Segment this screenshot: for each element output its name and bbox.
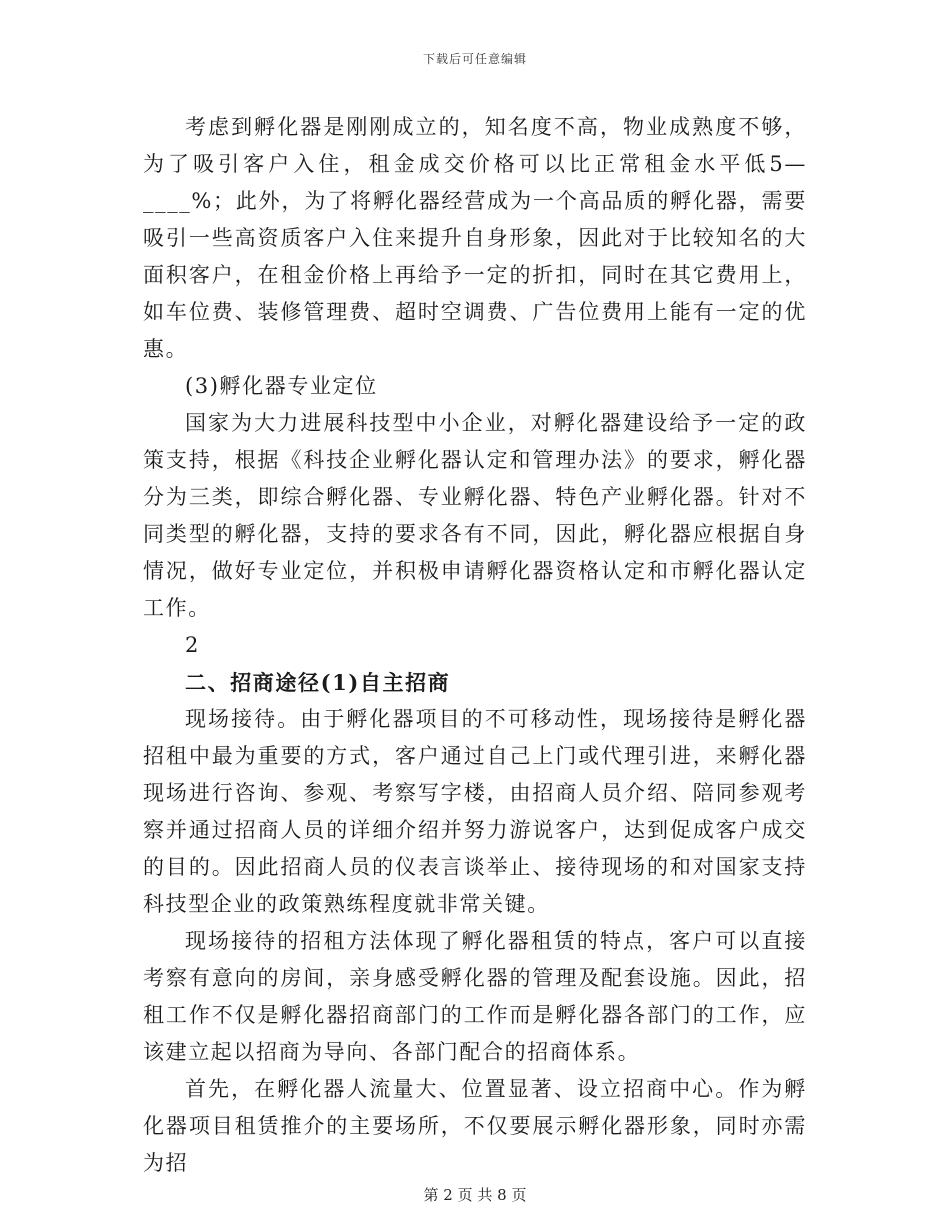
paragraph-rent-discount: 考虑到孵化器是刚刚成立的，知名度不高，物业成熟度不够，为了吸引客户入住，租金成交价格可以比正常租金水平低5—____%；此外，为了将孵化器经营成为一个高品质的孵化器，需要吸引一些高资质客户入住来提升自身形象，因此对于比较知名的大面积客户，在租金价格上再给予一定的折扣，同时在其它费用上，如车位费、装修管理费、超时空调费、广告位费用上能有一定的优惠。 xyxy=(143,115,807,361)
page-footer: 第 2 页 共 8 页 xyxy=(423,1186,527,1204)
paragraph-leasing-features: 现场接待的招租方法体现了孵化器租赁的特点，客户可以直接考察有意向的房间，亲身感受孵化器的管理及配套设施。因此，招租工作不仅是孵化器招商部门的工作而是孵化器各部门的工作，应该建立起以招商为导向、各部门配合的招商体系。 xyxy=(143,929,807,1064)
paragraph-positioning: 国家为大力进展科技型中小企业，对孵化器建设给予一定的政策支持，根据《科技企业孵化器认定和管理办法》的要求，孵化器分为三类，即综合孵化器、专业孵化器、特色产业孵化器。针对不同类型的孵化器，支持的要求各有不同，因此，孵化器应根据自身情况，做好专业定位，并积极申请孵化器资格认定和市孵化器认定工作。 xyxy=(143,411,807,620)
paragraph-investment-center: 首先，在孵化器人流量大、位置显著、设立招商中心。作为孵化器项目租赁推介的主要场所，不仅要展示孵化器形象，同时亦需为招 xyxy=(143,1077,807,1175)
paragraph-onsite-reception: 现场接待。由于孵化器项目的不可移动性，现场接待是孵化器招租中最为重要的方式，客户通过自己上门或代理引进，来孵化器现场进行咨询、参观、考察写字楼，由招商人员介绍、陪同参观考察并通过招商人员的详细介绍并努力游说客户，达到促成客户成交的目的。因此招商人员的仪表言谈举止、接待现场的和对国家支持科技型企业的政策熟练程度就非常关键。 xyxy=(143,707,807,916)
page-header: 下载后可任意编辑 xyxy=(422,52,527,66)
page-number-marker: 2 xyxy=(185,633,200,657)
document-body xyxy=(143,109,807,1182)
section-heading-investment-channels: 二、招商途径(1)自主招商 xyxy=(185,670,451,695)
section-heading-professional-positioning: (3)孵化器专业定位 xyxy=(185,374,378,398)
